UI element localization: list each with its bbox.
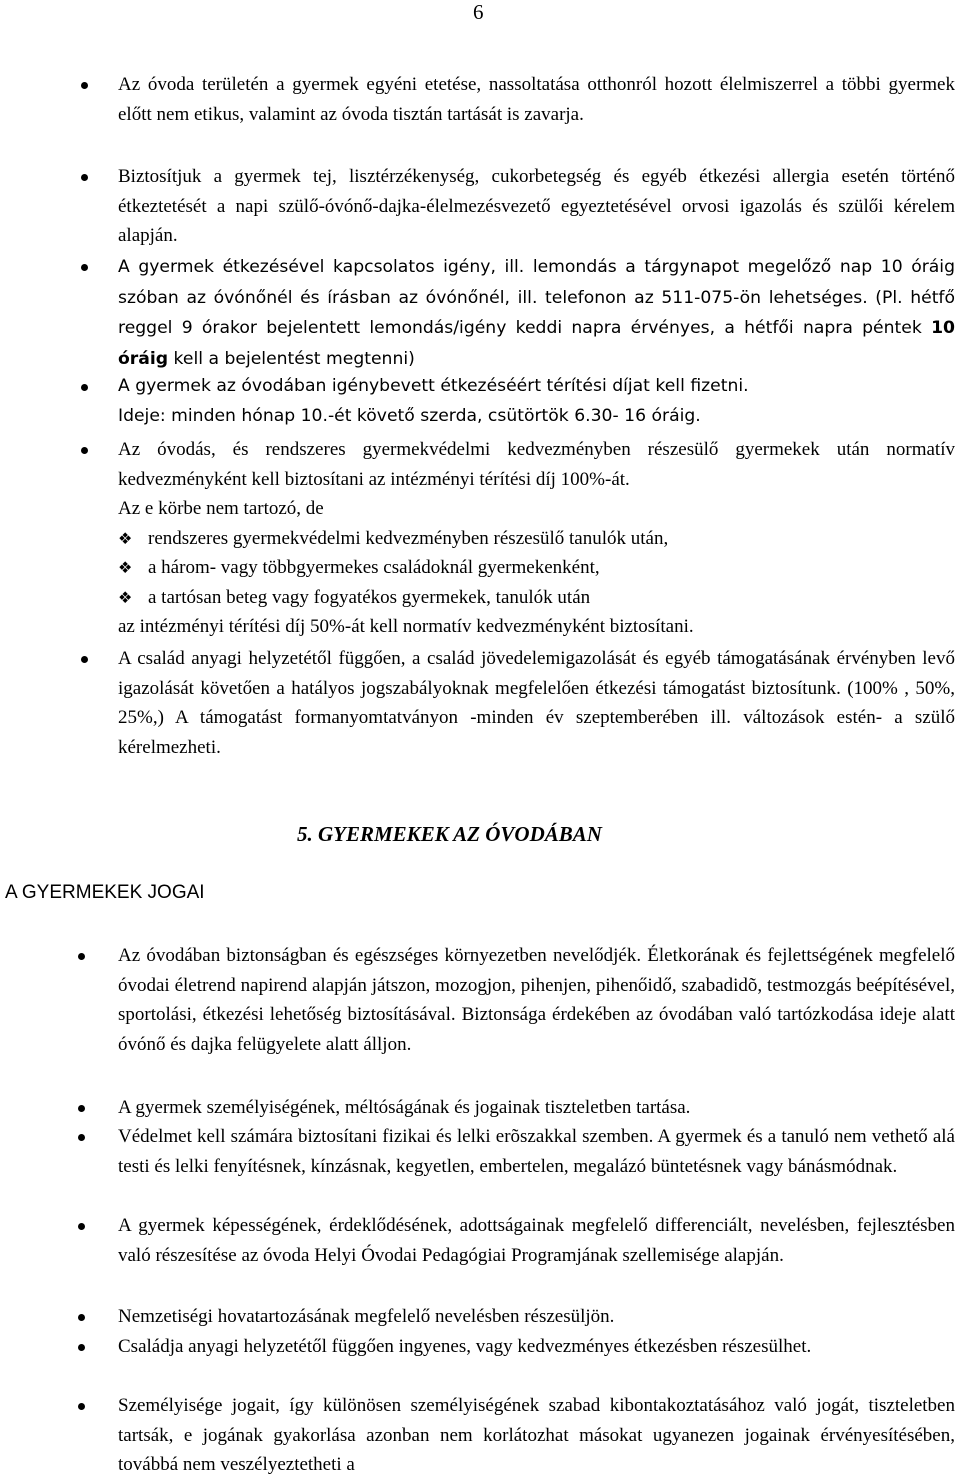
rights-text: Családja anyagi helyzetétől függően ingyenes, vagy kedvezményes étkezésben részesülhet. bbox=[118, 1336, 812, 1357]
bullet-icon bbox=[78, 1314, 85, 1321]
bullet-icon bbox=[78, 953, 85, 960]
diamond-bullet-icon: ❖ bbox=[118, 528, 133, 548]
list-item bbox=[118, 372, 955, 431]
list-item bbox=[118, 435, 955, 642]
list-item bbox=[118, 1093, 955, 1123]
sub-item bbox=[118, 524, 955, 554]
rights-text: Nemzetiségi hovatartozásának megfelelő nevelésben részesüljön. bbox=[118, 1306, 615, 1327]
sub-item-text: a három- vagy többgyermekes családoknál gyermekenként, bbox=[148, 557, 600, 578]
rights-text: Az óvodában biztonságban és egészséges környezetben nevelődjék. Életkorának és fejlettségének megfelelő óvodai életrend napirend alapján játszon, mozogjon, pihenjen, pihenőidő, szabadidõ, testmozgás beépítésével, sportolási, étkezési lehetőség biztosításával. Biztonsága érdekében az óvodában való tartózkodása ideje alatt óvónő és dajka felügyelete alatt álljon. bbox=[118, 945, 955, 1055]
rights-text: Személyisége jogait, így különösen személyiségének szabad kibontakoztatásához való jogát, tiszteletben tartsák, e jogának gyakorlása azonban nem korlátozhat másokat ugyanezen jogainak érvényesítésében, továbbá nem veszélyeztetheti a bbox=[118, 1395, 955, 1475]
rights-text: A gyermek személyiségének, méltóságának és jogainak tiszteletben tartása. bbox=[118, 1097, 691, 1118]
list-item bbox=[118, 1302, 955, 1332]
bullet-text: Az óvodás, és rendszeres gyermekvédelmi kedvezményben részesülő gyermekek után normatív kedvezményként kell biztosítani az intézményi térítési díj 100%-át. bbox=[118, 439, 955, 490]
bold-text: 10 óráig bbox=[118, 318, 955, 369]
list-item bbox=[118, 162, 955, 251]
list-item bbox=[118, 1211, 955, 1270]
diamond-bullet-icon: ❖ bbox=[118, 558, 133, 577]
list-item bbox=[118, 1391, 955, 1480]
list-item bbox=[118, 252, 955, 374]
bullet-text: Biztosítjuk a gyermek tej, lisztérzékenység, cukorbetegség és egyéb étkezési allergia esetén történő étkeztetését a napi szülő-óvónő-dajka-élelmezésvezető egyeztetésével orvosi igazolás és szülői kérelem alapján. bbox=[118, 166, 955, 246]
bullet-icon bbox=[78, 1344, 85, 1351]
bullet-text: A gyermek étkezésével kapcsolatos igény, ill. lemondás a tárgynapot megelőző nap 10 óráig szóban az óvónőnél és írásban az óvónőnél, ill. telefonon az 511-075-ön lehetséges. (Pl. hétfő reggel 9 órakor bejelentett lemondás/igény keddi napra érvényes, a hétfői napra péntek bbox=[118, 257, 955, 338]
bullet-text: Ideje: minden hónap 10.-ét követő szerda, csütörtök 6.30- 16 óráig. bbox=[118, 405, 701, 426]
bullet-icon bbox=[81, 384, 88, 391]
bullet-text: Az óvoda területén a gyermek egyéni etetése, nassoltatása otthonról hozott élelmiszerrel a többi gyermek előtt nem etikus, valamint az óvoda tisztán tartását is zavarja. bbox=[118, 74, 955, 125]
bullet-icon bbox=[78, 1105, 85, 1112]
bullet-text: A család anyagi helyzetétől függően, a család jövedelemigazolását és egyéb támogatásának érvényben levő igazolását követően a hatályos jogszabályoknak megfelelően étkezési támogatást biztosítunk. (100% , 50%, 25%,) A támogatást formanyomtatványon -minden év szeptemberében ill. változások estén- a szülő kérelmezheti. bbox=[118, 648, 955, 758]
bullet-text: kell a bejelentést megtenni) bbox=[168, 348, 415, 369]
bullet-icon bbox=[78, 1134, 85, 1141]
bullet-icon bbox=[81, 656, 88, 663]
sub-item bbox=[118, 583, 955, 613]
diamond-bullet-icon: ❖ bbox=[118, 587, 133, 607]
list-item bbox=[118, 1332, 955, 1362]
rights-text: Védelmet kell számára biztosítani fizikai és lelki erõszakkal szemben. A gyermek és a tanuló nem vethető alá testi és lelki fenyítésnek, kínzásnak, kegyetlen, embertelen, megalázó büntetésnek vagy bánásmódnak. bbox=[118, 1126, 955, 1177]
bullet-icon bbox=[81, 174, 88, 181]
sub-item-text: rendszeres gyermekvédelmi kedvezményben részesülő tanulók után, bbox=[148, 527, 669, 549]
bullet-icon bbox=[81, 264, 88, 271]
bullet-icon bbox=[81, 82, 88, 89]
list-item bbox=[118, 941, 955, 1059]
list-item bbox=[118, 70, 955, 129]
bullet-icon bbox=[78, 1223, 85, 1230]
bullet-intro: Az e körbe nem tartozó, de bbox=[118, 498, 324, 519]
bullet-icon bbox=[81, 447, 88, 454]
list-item bbox=[118, 644, 955, 762]
rights-heading: A GYERMEKEK JOGAI bbox=[5, 882, 205, 903]
bullet-icon bbox=[78, 1403, 85, 1410]
bullet-text: A gyermek az óvodában igénybevett étkezéséért térítési díjat kell fizetni. bbox=[118, 376, 749, 396]
bullet-outro: az intézményi térítési díj 50%-át kell normatív kedvezményként biztosítani. bbox=[118, 616, 694, 637]
section-title: 5. GYERMEKEK AZ ÓVODÁBAN bbox=[297, 822, 602, 846]
page-number: 6 bbox=[473, 0, 484, 24]
sub-item bbox=[118, 553, 955, 583]
list-item bbox=[118, 1122, 955, 1181]
sub-item-text: a tartósan beteg vagy fogyatékos gyermekek, tanulók után bbox=[148, 586, 591, 608]
rights-text: A gyermek képességének, érdeklődésének, adottságainak megfelelő differenciált, nevelésben, fejlesztésben való részesítése az óvoda Helyi Óvodai Pedagógiai Programjának szellemisége alapján. bbox=[118, 1215, 955, 1266]
